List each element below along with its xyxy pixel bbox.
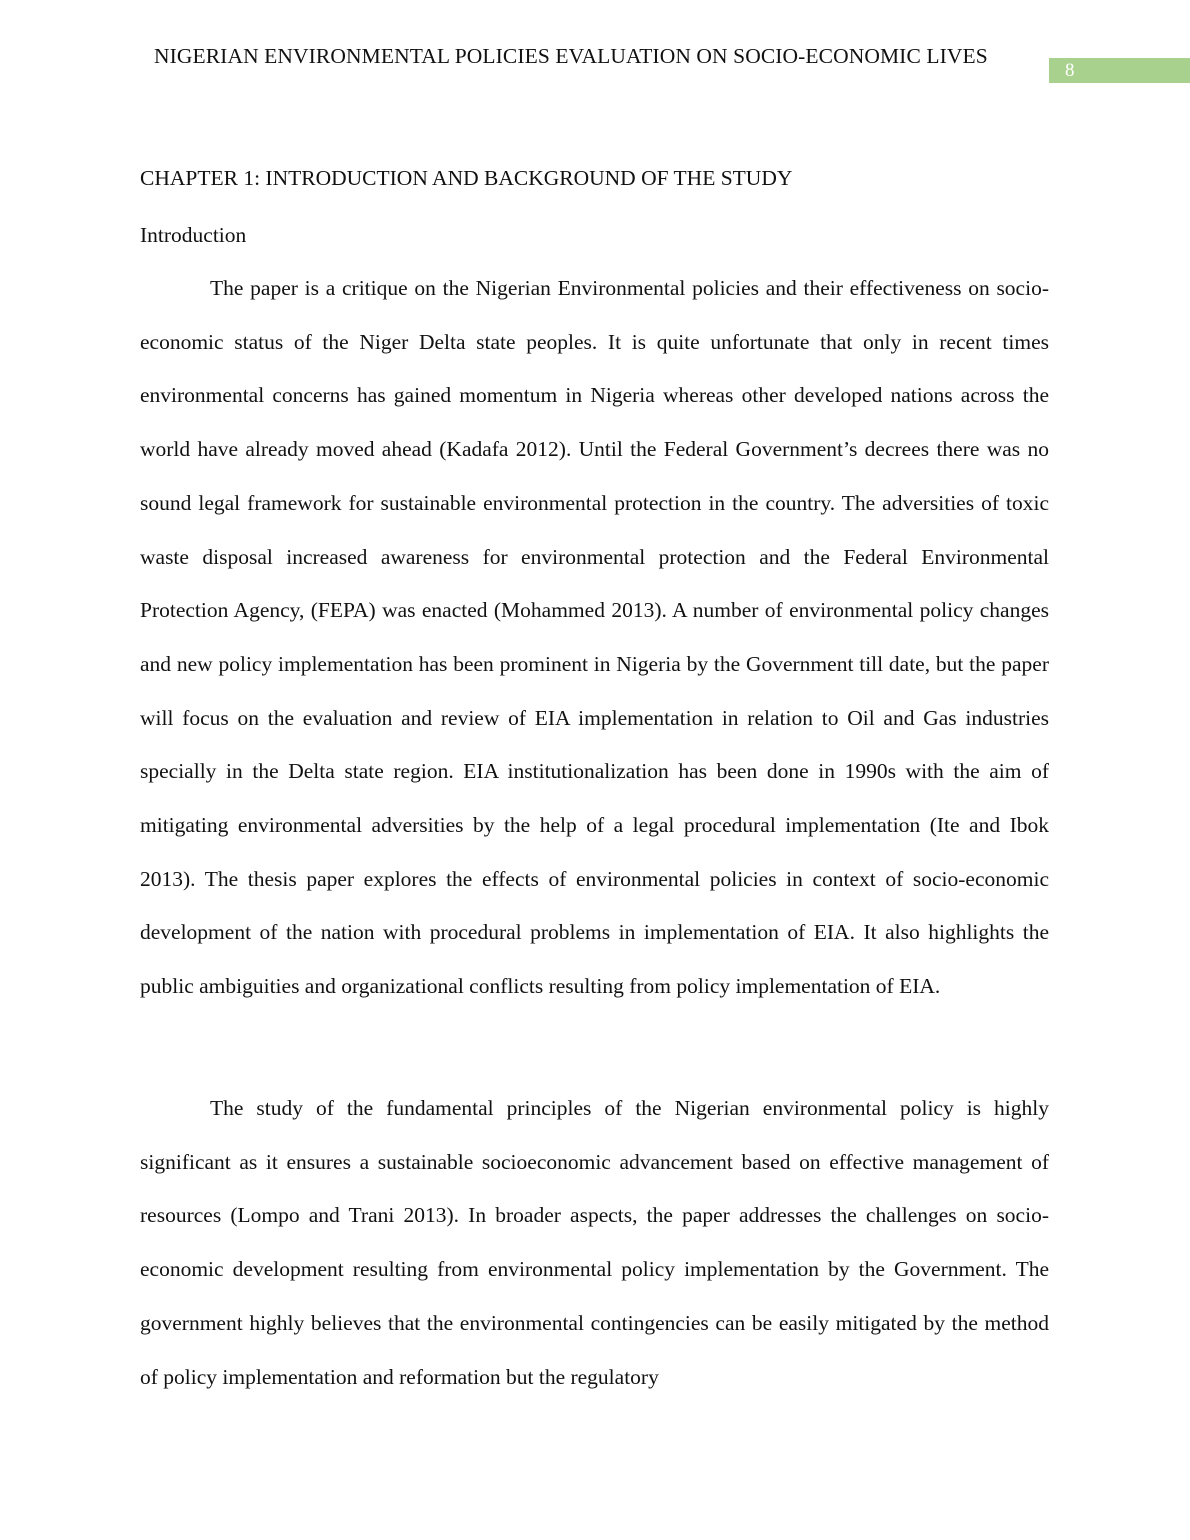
page-number-badge <box>1049 58 1190 83</box>
page-number: 8 <box>1065 60 1075 81</box>
running-head-title: NIGERIAN ENVIRONMENTAL POLICIES EVALUATION ON SOCIO-ECONOMIC LIVES <box>154 44 988 68</box>
body-paragraph: The paper is a critique on the Nigerian Environmental policies and their effectiveness on socio-economic status of the Niger Delta state peoples. It is quite unfortunate that only in recent times environmental concerns has gained momentum in Nigeria whereas other developed nations across the world have already moved ahead (Kadafa 2012). Until the Federal Government’s decrees there was no sound legal framework for sustainable environmental protection in the country. The adversities of toxic waste disposal increased awareness for environmental protection and the Federal Environmental Protection Agency, (FEPA) was enacted (Mohammed 2013). A number of environmental policy changes and new policy implementation has been prominent in Nigeria by the Government till date, but the paper will focus on the evaluation and review of EIA implementation in relation to Oil and Gas industries specially in the Delta state region. EIA institutionalization has been done in 1990s with the aim of mitigating environmental adversities by the help of a legal procedural implementation (Ite and Ibok 2013). The thesis paper explores the effects of environmental policies in context of socio-economic development of the nation with procedural problems in implementation of EIA. It also highlights the public ambiguities and organizational conflicts resulting from policy implementation of EIA. <box>140 276 1049 999</box>
body-paragraph: The study of the fundamental principles of the Nigerian environmental policy is highly significant as it ensures a sustainable socioeconomic advancement based on effective management of resources (Lompo and Trani 2013). In broader aspects, the paper addresses the challenges on socio-economic development resulting from environmental policy implementation by the Government. The government highly believes that the environmental contingencies can be easily mitigated by the method of policy implementation and reformation but the regulatory <box>140 1096 1049 1389</box>
chapter-title: CHAPTER 1: INTRODUCTION AND BACKGROUND OF THE STUDY <box>140 166 793 190</box>
section-heading: Introduction <box>140 223 247 247</box>
